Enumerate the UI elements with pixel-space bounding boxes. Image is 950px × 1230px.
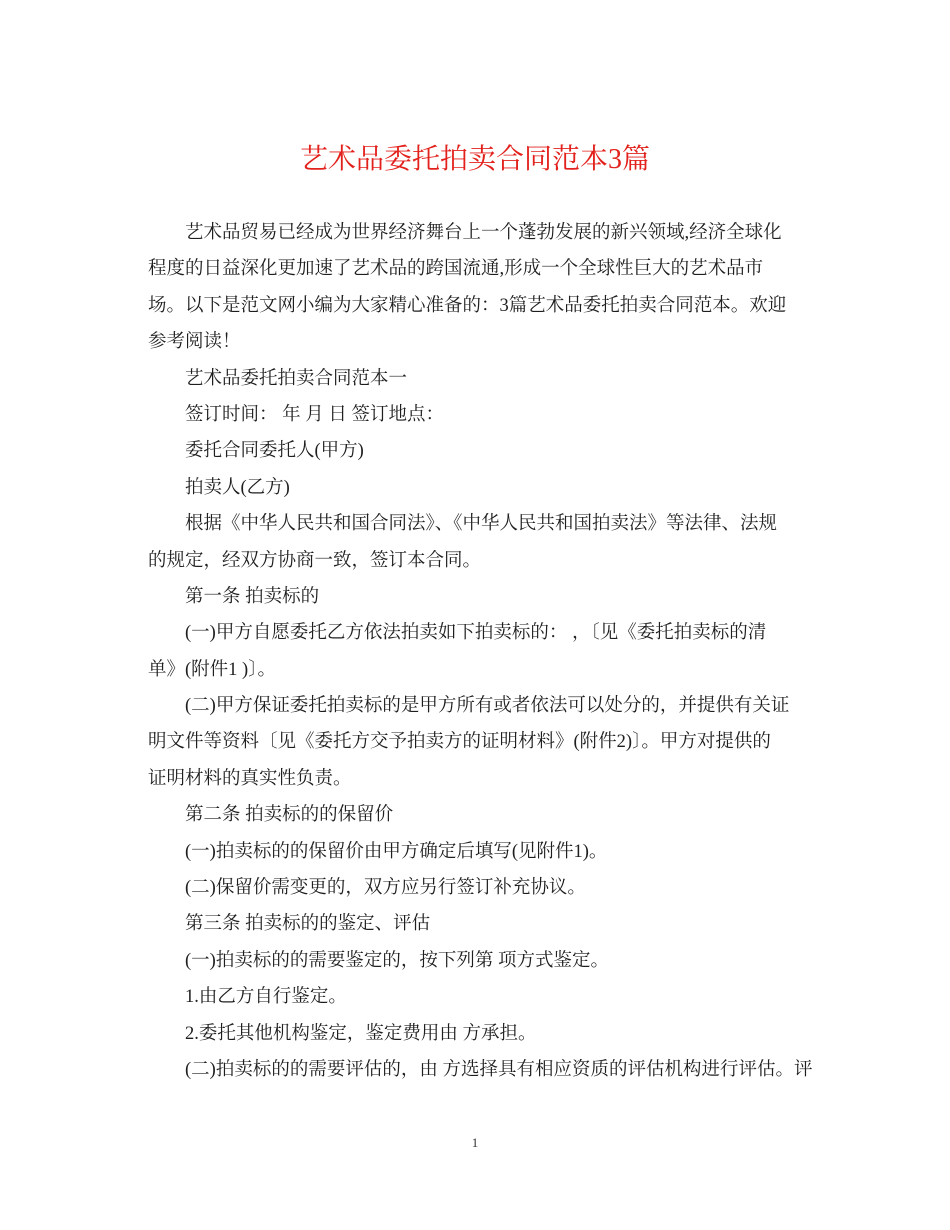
paragraph-clause [148,943,828,979]
text-line: (二)拍卖标的的需要评估的，由 方选择具有相应资质的评估机构进行评估。评 [185,1059,813,1080]
list-item [148,1016,828,1052]
article-heading [148,797,828,833]
paragraph-clause [148,688,828,797]
text-line: 场。以下是范文网小编为大家精心准备的：3篇艺术品委托拍卖合同范本。欢迎 [148,295,787,316]
text-line: 根据《中华人民共和国合同法》、《中华人民共和国拍卖法》等法律、法规 [185,514,778,535]
paragraph-legal-basis [148,506,828,579]
text-line: (二)甲方保证委托拍卖标的是甲方所有或者依法可以处分的，并提供有关证 [185,696,790,717]
list-item [148,979,828,1015]
paragraph-intro [148,215,828,361]
paragraph-clause [148,834,828,870]
text-line: 委托合同委托人(甲方) [185,441,364,462]
text-line: 艺术品委托拍卖合同范本一 [185,368,408,389]
text-line: 第一条 拍卖标的 [185,586,320,607]
text-line: (一)甲方自愿委托乙方依法拍卖如下拍卖标的： ，〔见《委托拍卖标的清 [185,623,767,644]
text-line: 明文件等资料〔见《委托方交予拍卖方的证明材料》(附件2)〕。甲方对提供的 [148,732,771,753]
text-line: (一)拍卖标的的需要鉴定的，按下列第 项方式鉴定。 [185,950,609,971]
text-line: (二)保留价需变更的，双方应另行签订补充协议。 [185,878,586,899]
text-line: 艺术品贸易已经成为世界经济舞台上一个蓬勃发展的新兴领域,经济全球化 [185,223,782,243]
paragraph-clause [148,870,828,906]
article-heading [148,906,828,942]
text-line: 的规定，经双方协商一致，签订本合同。 [148,550,482,571]
text-line: 2.委托其他机构鉴定，鉴定费用由 方承担。 [185,1023,537,1044]
paragraph-sign-info [148,397,828,433]
text-line: 单》(附件1 )〕。 [148,659,276,680]
section-heading [148,361,828,397]
article-heading [148,579,828,615]
text-line: 第三条 拍卖标的的鉴定、评估 [185,914,431,935]
paragraph-clause [148,615,828,688]
text-line: 1.由乙方自行鉴定。 [185,987,347,1008]
paragraph-clause [148,1052,828,1088]
paragraph-party-b [148,470,828,506]
paragraph-party-a [148,433,828,469]
text-line: 程度的日益深化更加速了艺术品的跨国流通,形成一个全球性巨大的艺术品市 [148,259,764,280]
text-line: 签订时间： 年 月 日 签订地点： [185,404,445,425]
page-number: 1 [471,1135,479,1150]
text-line: 拍卖人(乙方) [185,477,290,498]
text-line: 第二条 拍卖标的的保留价 [185,805,394,826]
text-line: 证明材料的真实性负责。 [148,768,352,789]
document-title: 艺术品委托拍卖合同范本3篇 [299,144,650,175]
text-line: (一)拍卖标的的保留价由甲方确定后填写(见附件1)。 [185,841,608,862]
text-line: 参考阅读！ [148,332,241,353]
document-body [148,215,828,1088]
